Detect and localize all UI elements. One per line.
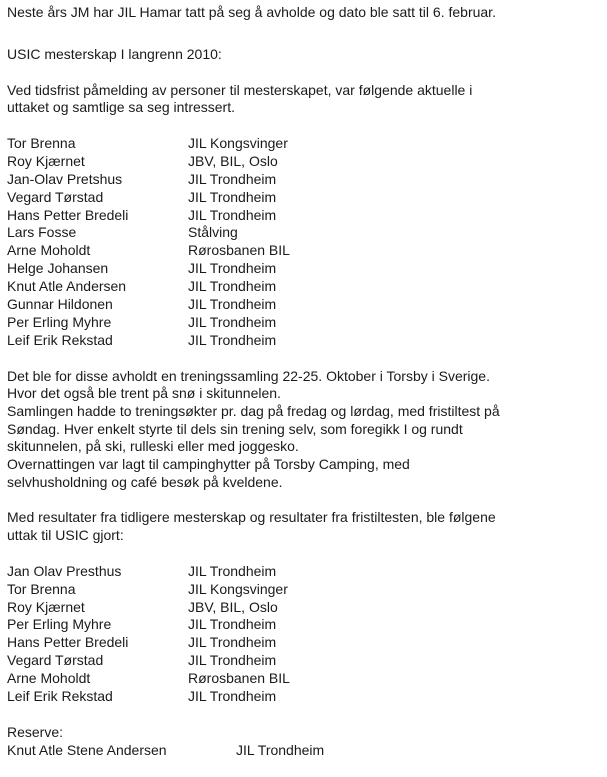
- club-name: JIL Trondheim: [188, 634, 277, 651]
- list-item: [7, 563, 607, 581]
- paragraph-line: Samlingen hadde to treningsøkter pr. dag på fredag og lørdag, med fristiltest på: [7, 403, 500, 420]
- person-name: Knut Atle Andersen: [7, 278, 127, 295]
- club-name: JIL Trondheim: [188, 688, 277, 705]
- list-item: [7, 207, 607, 225]
- paragraph-line: Søndag. Hver enkelt styrte til dels sin trening selv, som foregikk I og rundt: [7, 420, 463, 437]
- club-name: JIL Trondheim: [188, 652, 277, 669]
- list-item: [7, 135, 607, 153]
- person-name: Arne Moholdt: [7, 242, 91, 259]
- person-name: Jan-Olav Pretshus: [7, 170, 123, 187]
- list-item: [7, 314, 607, 332]
- person-name: Vegard Tørstad: [7, 652, 104, 669]
- person-name: Per Erling Myhre: [7, 313, 112, 330]
- paragraph-line: uttak til USIC gjort:: [7, 527, 124, 544]
- list-item: [7, 652, 607, 670]
- person-name: Hans Petter Bredeli: [7, 634, 129, 651]
- list-item: [7, 688, 607, 706]
- results-paragraph: [7, 509, 607, 544]
- deadline-paragraph: [7, 82, 607, 117]
- paragraph-line: Hvor det også ble trent på snø i skitunnelen.: [7, 385, 281, 402]
- club-name: JIL Trondheim: [188, 260, 277, 277]
- club-name: JIL Trondheim: [188, 313, 277, 330]
- club-name: JIL Trondheim: [188, 616, 277, 633]
- list-item: [7, 599, 607, 617]
- person-name: Roy Kjærnet: [7, 152, 85, 169]
- person-name: Tor Brenna: [7, 580, 76, 597]
- paragraph-line: Ved tidsfrist påmelding av personer til mesterskapet, var følgende aktuelle i: [7, 81, 473, 98]
- paragraph-line: selvhusholdning og café besøk på kveldene.: [7, 473, 283, 490]
- section-title: USIC mesterskap I langrenn 2010:: [7, 45, 222, 62]
- list-item: [7, 242, 607, 260]
- reserve-item: [7, 742, 607, 760]
- list-item: [7, 153, 607, 171]
- list-item: [7, 189, 607, 207]
- person-name: Lars Fosse: [7, 224, 77, 241]
- paragraph-line: skitunnelen, på ski, rulleski eller med joggesko.: [7, 438, 299, 455]
- club-name: JBV, BIL, Oslo: [188, 152, 278, 169]
- person-name: Vegard Tørstad: [7, 188, 104, 205]
- list-item: [7, 171, 607, 189]
- paragraph-line: Det ble for disse avholdt en treningssamling 22-25. Oktober i Torsby i Sverige.: [7, 367, 490, 384]
- reserve-label: Reserve:: [7, 723, 64, 740]
- club-name: JIL Trondheim: [236, 741, 325, 758]
- club-name: JIL Trondheim: [188, 170, 277, 187]
- person-name: Jan Olav Presthus: [7, 562, 122, 579]
- person-name: Gunnar Hildonen: [7, 296, 113, 313]
- club-name: JIL Trondheim: [188, 278, 277, 295]
- club-name: JIL Kongsvinger: [188, 580, 288, 597]
- club-name: JIL Trondheim: [188, 562, 277, 579]
- person-name: Hans Petter Bredeli: [7, 206, 129, 223]
- list-item: [7, 670, 607, 688]
- person-name: Leif Erik Rekstad: [7, 688, 113, 705]
- list-item: [7, 296, 607, 314]
- list-item: [7, 260, 607, 278]
- person-name: Leif Erik Rekstad: [7, 331, 113, 348]
- person-name: Arne Moholdt: [7, 670, 91, 687]
- person-name: Per Erling Myhre: [7, 616, 112, 633]
- club-name: JIL Trondheim: [188, 206, 277, 223]
- person-name: Helge Johansen: [7, 260, 109, 277]
- person-name: Tor Brenna: [7, 134, 76, 151]
- club-name: JIL Kongsvinger: [188, 134, 288, 151]
- list-item: [7, 581, 607, 599]
- list-item: [7, 224, 607, 242]
- interested-list: [7, 135, 607, 350]
- club-name: Stålving: [188, 224, 238, 241]
- person-name: Roy Kjærnet: [7, 598, 85, 615]
- intro-text: Neste års JM har JIL Hamar tatt på seg å avholde og dato ble satt til 6. februar.: [7, 4, 496, 20]
- club-name: Rørosbanen BIL: [188, 242, 290, 259]
- paragraph-line: Overnattingen var lagt til campinghytter på Torsby Camping, med: [7, 456, 410, 473]
- person-name: Knut Atle Stene Andersen: [7, 741, 167, 758]
- club-name: JIL Trondheim: [188, 188, 277, 205]
- list-item: [7, 634, 607, 652]
- selected-list: [7, 563, 607, 706]
- club-name: JBV, BIL, Oslo: [188, 598, 278, 615]
- paragraph-line: uttaket og samtlige sa seg intressert.: [7, 99, 235, 116]
- club-name: Rørosbanen BIL: [188, 670, 290, 687]
- list-item: [7, 616, 607, 634]
- club-name: JIL Trondheim: [188, 331, 277, 348]
- list-item: [7, 278, 607, 296]
- paragraph-line: Med resultater fra tidligere mesterskap og resultater fra fristiltesten, ble følgene: [7, 509, 496, 526]
- club-name: JIL Trondheim: [188, 296, 277, 313]
- list-item: [7, 332, 607, 350]
- training-paragraph: [7, 368, 607, 492]
